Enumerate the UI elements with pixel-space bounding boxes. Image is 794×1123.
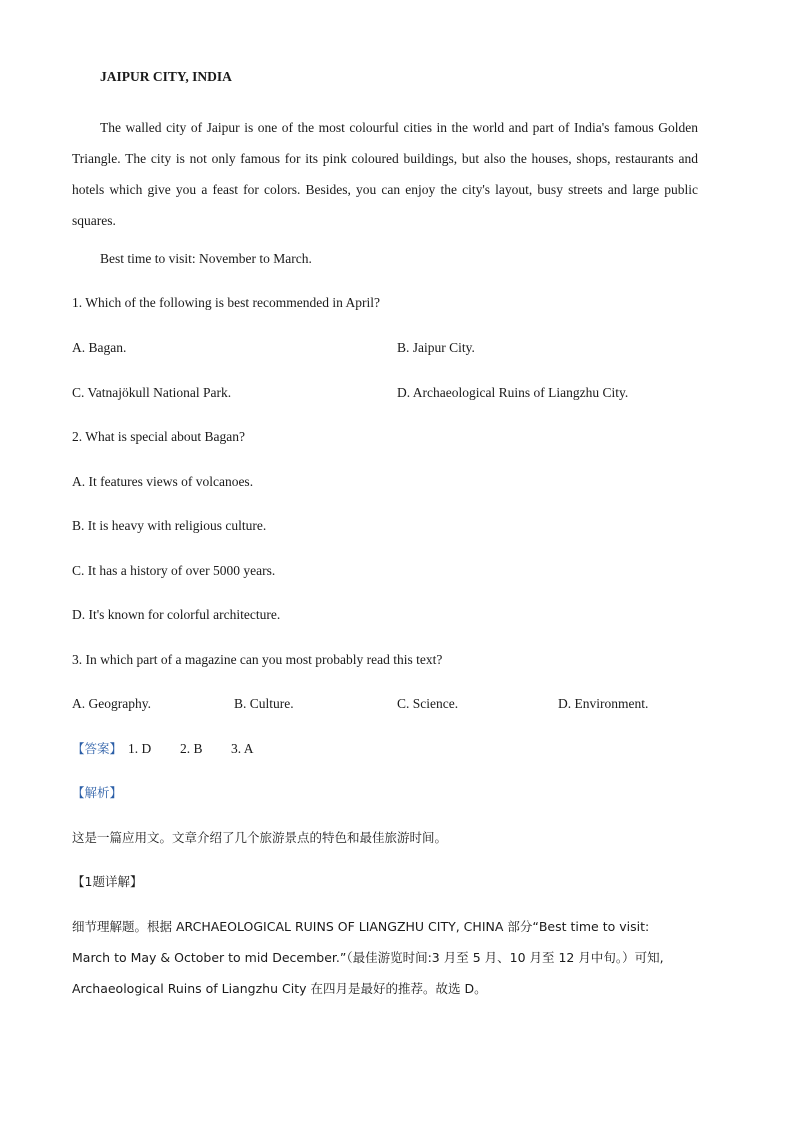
- best-time-line: Best time to visit: November to March.: [100, 251, 312, 266]
- section-title: JAIPUR CITY, INDIA: [100, 69, 232, 84]
- question-2-stem: 2. What is special about Bagan?: [72, 429, 245, 444]
- answer-item-3: 3. A: [231, 741, 254, 756]
- question-3-stem: 3. In which part of a magazine can you most probably read this text?: [72, 652, 443, 667]
- question-1-stem: 1. Which of the following is best recommended in April?: [72, 295, 380, 310]
- detail-1-line-1: 细节理解题。根据 ARCHAEOLOGICAL RUINS OF LIANGZHU CITY, CHINA 部分“Best time to visit:: [72, 919, 650, 934]
- question-3-option-a: A. Geography.: [72, 696, 151, 711]
- question-2-option-c: C. It has a history of over 5000 years.: [72, 563, 276, 578]
- answer-item-1: 1. D: [128, 741, 152, 756]
- analysis-label: 【解析】: [72, 785, 123, 800]
- question-2-option-b: B. It is heavy with religious culture.: [72, 518, 267, 533]
- jaipur-paragraph: The walled city of Jaipur is one of the most colourful cities in the world and part of India's famous Golden Triangle. The city is not only famous for its pink coloured buildings, but also the houses, shops, restaurants and hotels which give you a feast for colors. Besides, you can enjoy the city's layout, busy streets and large public squares.: [72, 120, 698, 228]
- question-1-option-c: C. Vatnajökull National Park.: [72, 385, 232, 400]
- answer-label: 【答案】: [72, 741, 123, 756]
- detail-1-line-3: Archaeological Ruins of Liangzhu City 在四月是最好的推荐。故选 D。: [72, 981, 487, 996]
- analysis-summary: 这是一篇应用文。文章介绍了几个旅游景点的特色和最佳旅游时间。: [72, 830, 448, 845]
- question-1-option-b: B. Jaipur City.: [397, 340, 475, 355]
- question-2-option-a: A. It features views of volcanoes.: [72, 474, 254, 489]
- question-3-option-c: C. Science.: [397, 696, 459, 711]
- question-3-option-d: D. Environment.: [558, 696, 649, 711]
- answer-item-2: 2. B: [180, 741, 203, 756]
- question-1-option-a: A. Bagan.: [72, 340, 127, 355]
- detail-1-label: 【1题详解】: [72, 874, 143, 889]
- question-1-option-d: D. Archaeological Ruins of Liangzhu City.: [397, 385, 629, 400]
- question-3-option-b: B. Culture.: [234, 696, 294, 711]
- detail-1-line-2: March to May & October to mid December.”（最佳游览时间:3 月至 5 月、10 月至 12 月中旬。）可知,: [72, 950, 664, 965]
- question-2-option-d: D. It's known for colorful architecture.: [72, 607, 281, 622]
